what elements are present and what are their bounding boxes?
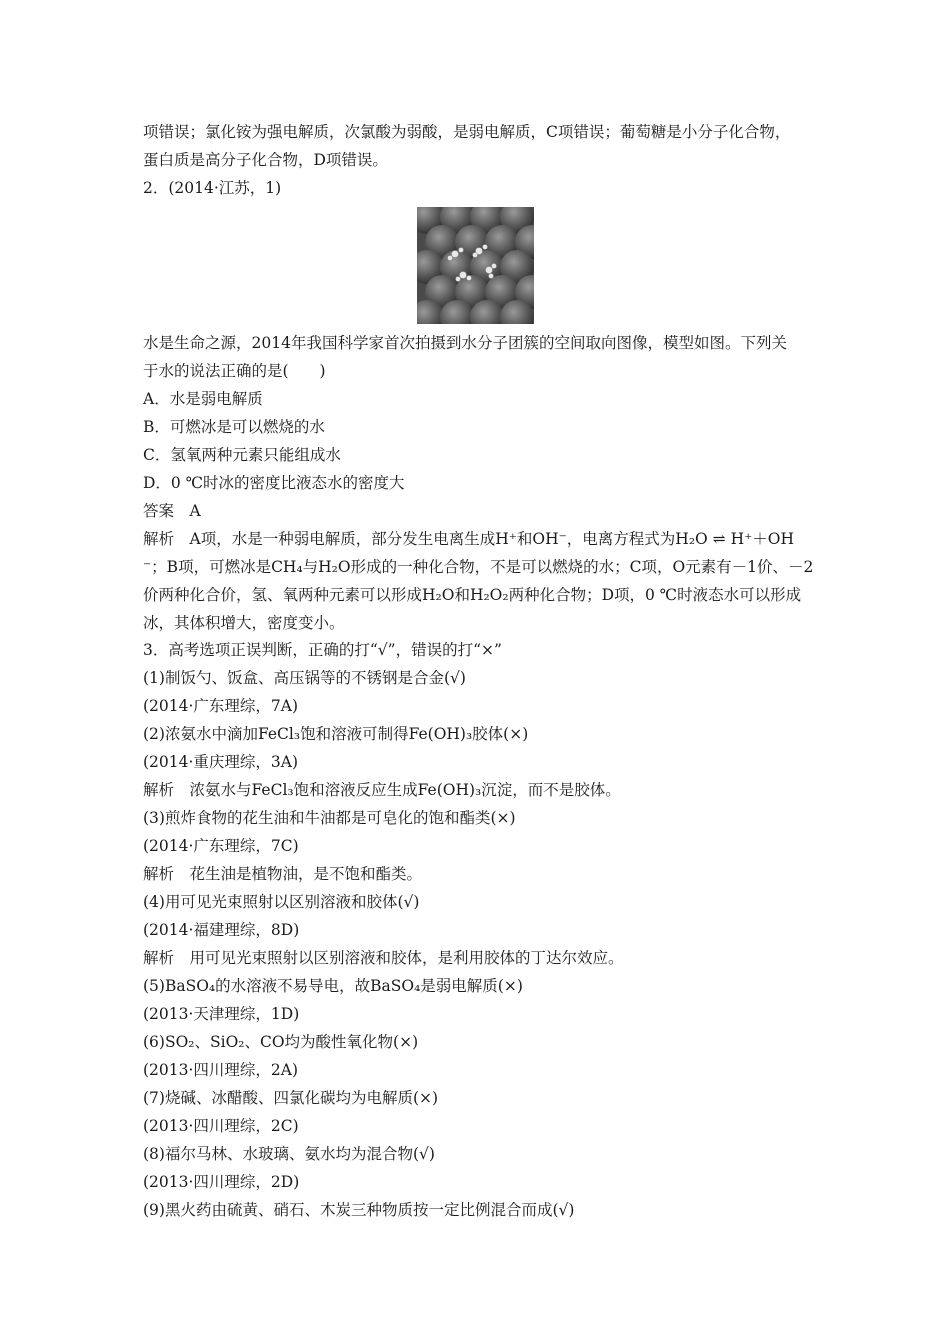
question-2-stem: 于水的说法正确的是( ): [143, 362, 326, 380]
item: (5)BaSO₄的水溶液不易导电，故BaSO₄是弱电解质(×): [143, 977, 523, 995]
source: (2013·天津理综，1D): [143, 1005, 300, 1023]
source: (2013·四川理综，2A): [143, 1061, 299, 1079]
option-b: B．可燃冰是可以燃烧的水: [143, 418, 325, 436]
explanation: 解析 A项，水是一种弱电解质，部分发生电离生成H⁺和OH⁻，电离方程式为H₂O ⇌ H⁺＋OH: [143, 530, 795, 548]
source: (2014·重庆理综，3A): [143, 753, 299, 771]
explanation: 冰，其体积增大，密度变小。: [143, 614, 345, 632]
item: (4)用可见光束照射以区别溶液和胶体(√): [143, 893, 420, 911]
item: (1)制饭勺、饭盒、高压锅等的不锈钢是合金(√): [143, 669, 466, 687]
text-line: 项错误；氯化铵为强电解质，次氯酸为弱酸，是弱电解质，C项错误；葡萄糖是小分子化合物，: [143, 123, 791, 141]
item: (2)浓氨水中滴加FeCl₃饱和溶液可制得Fe(OH)₃胶体(×): [143, 725, 529, 743]
item: (8)福尔马林、水玻璃、氨水均为混合物(√): [143, 1145, 435, 1163]
source: (2014·广东理综，7C): [143, 837, 299, 855]
question-2-stem: 水是生命之源，2014年我国科学家首次拍摄到水分子团簇的空间取向图像，模型如图。下列关: [143, 334, 787, 352]
water-cluster-image: [417, 207, 534, 324]
option-c: C．氢氧两种元素只能组成水: [143, 446, 341, 464]
explanation: 解析 用可见光束照射以区别溶液和胶体，是利用胶体的丁达尔效应。: [143, 949, 624, 967]
answer: 答案 A: [143, 502, 201, 520]
explanation: 价两种化合价，氢、氧两种元素可以形成H₂O和H₂O₂两种化合物；D项，0 ℃时液态水可以形成: [143, 586, 802, 604]
item: (6)SO₂、SiO₂、CO均为酸性氧化物(×): [143, 1033, 419, 1051]
explanation: 解析 浓氨水与FeCl₃饱和溶液反应生成Fe(OH)₃沉淀，而不是胶体。: [143, 781, 621, 799]
explanation: 解析 花生油是植物油，是不饱和酯类。: [143, 865, 423, 883]
item: (7)烧碱、冰醋酸、四氯化碳均为电解质(×): [143, 1089, 439, 1107]
source: (2014·广东理综，7A): [143, 697, 299, 715]
option-a: A．水是弱电解质: [143, 390, 263, 408]
source: (2013·四川理综，2D): [143, 1173, 300, 1191]
text-line: 蛋白质是高分子化合物，D项错误。: [143, 151, 388, 169]
item: (9)黑火药由硫黄、硝石、木炭三种物质按一定比例混合而成(√): [143, 1201, 575, 1219]
option-d: D．0 ℃时冰的密度比液态水的密度大: [143, 474, 405, 492]
source: (2014·福建理综，8D): [143, 921, 300, 939]
explanation: ⁻；B项，可燃冰是CH₄与H₂O形成的一种化合物，不是可以燃烧的水；C项，O元素有－1价、－2: [143, 558, 814, 576]
source: (2013·四川理综，2C): [143, 1117, 299, 1135]
question-2-header: 2．(2014·江苏，1): [143, 179, 282, 197]
question-3-header: 3．高考选项正误判断，正确的打“√”，错误的打“×”: [143, 641, 502, 659]
item: (3)煎炸食物的花生油和牛油都是可皂化的饱和酯类(×): [143, 809, 516, 827]
